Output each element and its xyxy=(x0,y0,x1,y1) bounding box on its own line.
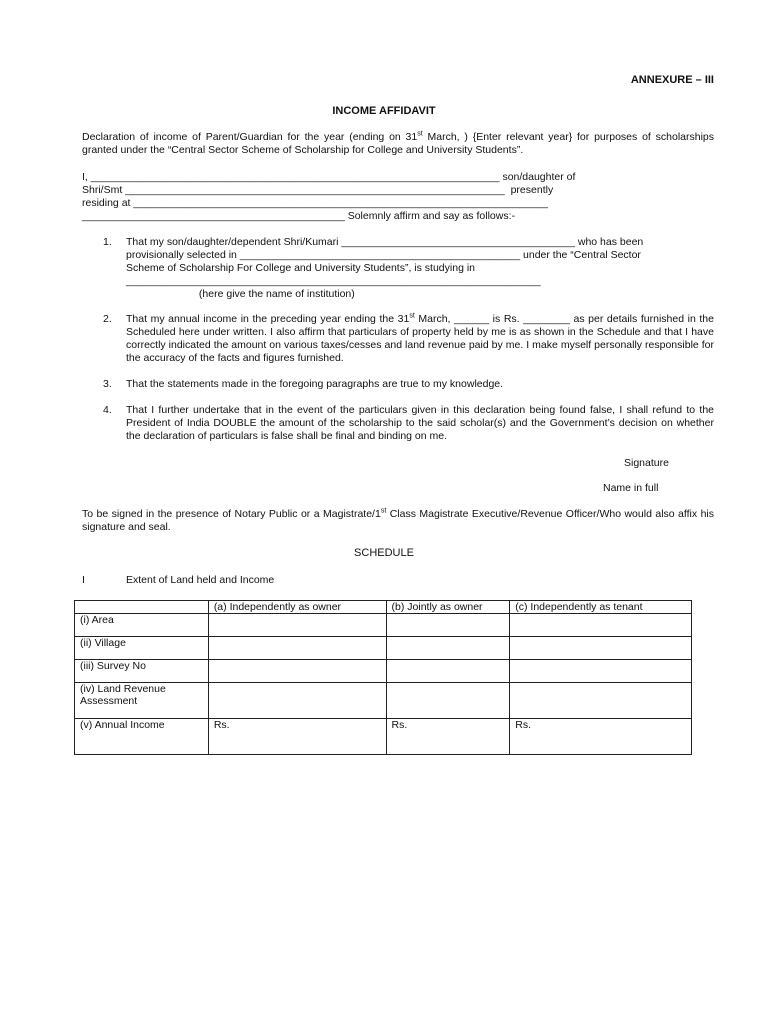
affirmation-item-1: 1. That my son/daughter/dependent Shri/Kumari ________________________________________ who has been provisionally selected in ________________________________________________ under the “Central Sector Scheme of Scholarship For College and University Students”, is studying in _______________________________________________________________________ (here give the name of institution) xyxy=(103,236,644,300)
declaration-paragraph: Declaration of income of Parent/Guardian for the year (ending on 31st March, ) {Enter relevant year} for purposes of scholarships granted under the “Central Sector Scheme of Scholarship for College and University Students”. xyxy=(82,130,714,156)
table-header-cell: (b) Jointly as owner xyxy=(386,601,510,614)
affirmation-item-3: 3. That the statements made in the foregoing paragraphs are true to my knowledge. xyxy=(103,378,504,390)
applicant-line: residing at _______________________________________________________________________ xyxy=(82,197,548,209)
land-income-table xyxy=(74,600,692,755)
table-header-cell: (a) Independently as owner xyxy=(208,601,386,614)
table-cell xyxy=(386,683,510,719)
name-in-full-label: Name in full xyxy=(603,482,659,494)
table-cell xyxy=(386,660,510,683)
table-cell xyxy=(208,637,386,660)
table-cell: (ii) Village xyxy=(75,637,209,660)
table-cell xyxy=(510,660,692,683)
signature-label: Signature xyxy=(624,457,669,469)
table-cell xyxy=(510,637,692,660)
table-row xyxy=(75,614,692,637)
table-cell: (i) Area xyxy=(75,614,209,637)
applicant-line: I, ______________________________________________________________________ son/daughter of xyxy=(82,171,576,183)
table-cell xyxy=(208,660,386,683)
table-cell xyxy=(510,683,692,719)
table-cell xyxy=(208,614,386,637)
table-header-cell: (c) Independently as tenant xyxy=(510,601,692,614)
table-cell xyxy=(208,683,386,719)
table-cell: (iv) Land Revenue Assessment xyxy=(75,683,209,719)
table-row xyxy=(75,637,692,660)
table-cell: Rs. xyxy=(510,719,692,755)
table-header-cell xyxy=(75,601,209,614)
table-cell: Rs. xyxy=(208,719,386,755)
affirmation-item-4: 4. That I further undertake that in the event of the particulars given in this declaration being found false, I shall refund to the President of India DOUBLE the amount of the scholarship to the said scholar(s) and the Government’s decision on whether the declaration of particulars is false shall be final and binding on me. xyxy=(103,404,714,442)
notary-instruction: To be signed in the presence of Notary Public or a Magistrate/1st Class Magistrate Executive/Revenue Officer/Who would also affix his signature and seal. xyxy=(82,507,714,533)
table-row xyxy=(75,719,692,755)
applicant-line: Shri/Smt _________________________________________________________________ presently xyxy=(82,184,554,196)
schedule-section-number: I xyxy=(82,574,85,586)
table-cell xyxy=(510,614,692,637)
applicant-line: _____________________________________________ Solemnly affirm and say as follows:- xyxy=(82,210,515,222)
table-cell xyxy=(386,637,510,660)
schedule-section-label: Extent of Land held and Income xyxy=(126,574,275,586)
table-row xyxy=(75,660,692,683)
page-title: INCOME AFFIDAVIT xyxy=(332,105,436,117)
applicant-details xyxy=(82,171,714,223)
table-cell: (v) Annual Income xyxy=(75,719,209,755)
table-row xyxy=(75,683,692,719)
table-cell: (iii) Survey No xyxy=(75,660,209,683)
annexure-label: ANNEXURE – III xyxy=(630,74,714,86)
schedule-title: SCHEDULE xyxy=(354,547,414,559)
table-cell: Rs. xyxy=(386,719,510,755)
table-cell xyxy=(386,614,510,637)
affirmation-item-2: 2. That my annual income in the preceding year ending the 31st March, ______ is Rs. ________ as per details furnished in the Scheduled here under written. I also affirm that particulars of property held by me is as shown in the Schedule and that I have correctly indicated the amount on various taxes/cesses and land revenue paid by me. I make myself personally responsible for the accuracy of the facts and figures furnished. xyxy=(103,312,714,364)
table-header-row xyxy=(75,601,692,614)
